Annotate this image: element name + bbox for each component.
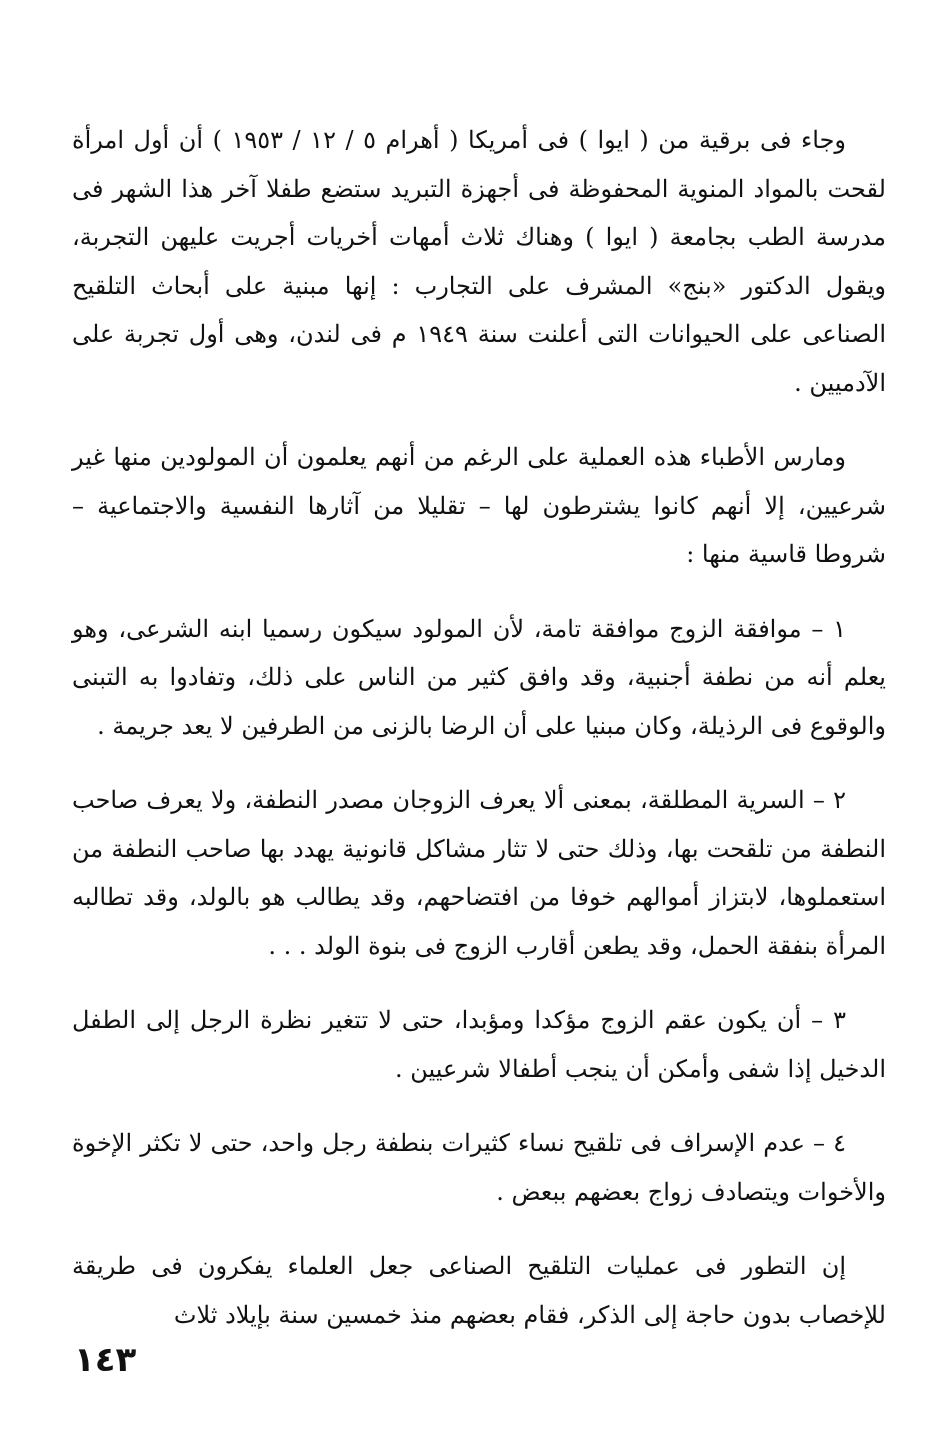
condition-4-no-excess: ٤ – عدم الإسراف فى تلقيح نساء كثيرات بنطفة رجل واحد، حتى لا تكثر الإخوة والأخوات ويتصادف زواج بعضهم ببعض . — [72, 1129, 886, 1206]
paragraph-development: إن التطور فى عمليات التلقيح الصناعى جعل العلماء يفكرون فى طريقة للإخصاب بدون حاجة إلى الذكر، فقام بعضهم منذ خمسين سنة بإيلاد ثلاث — [72, 1252, 886, 1329]
condition-1-husband-consent: ١ – موافقة الزوج موافقة تامة، لأن المولود سيكون رسميا ابنه الشرعى، وهو يعلم أنه من نطفة أجنبية، وقد وافق كثير من الناس على ذلك، وتفادوا به التبنى والوقوع فى الرذيلة، وكان مبنيا على أن الرضا بالزنى من الطرفين لا يعد جريمة . — [72, 614, 886, 740]
condition-2-absolute-secrecy: ٢ – السرية المطلقة، بمعنى ألا يعرف الزوجان مصدر النطفة، ولا يعرف صاحب النطفة من تلقحت بها، وذلك حتى لا تثار مشاكل قانونية يهدد بها صاحب النطفة من استعملوها، لابتزاز أموالهم خوفا من افتضاحهم، وقد يطالب هو بالولد، وقد تطالبه المرأة بنفقة الحمل، وقد يطعن أقارب الزوج فى بنوة الولد . . . — [72, 786, 886, 960]
condition-3-confirmed-sterility: ٣ – أن يكون عقم الزوج مؤكدا ومؤبدا، حتى لا تتغير نظرة الرجل إلى الطفل الدخيل إذا شفى وأمكن أن ينجب أطفالا شرعيين . — [72, 1006, 886, 1083]
page-body — [72, 116, 886, 1339]
page-number: ١٤٣ — [74, 1340, 137, 1380]
paragraph-doctors-conditions: ومارس الأطباء هذه العملية على الرغم من أنهم يعلمون أن المولودين منها غير شرعيين، إلا أنهم كانوا يشترطون لها – تقليلا من آثارها النفسية والاجتماعية – شروطا قاسية منها : — [72, 443, 886, 568]
paragraph-iowa-report: وجاء فى برقية من ( ايوا ) فى أمريكا ( أهرام ٥ / ١٢ / ١٩٥٣ ) أن أول امرأة لقحت بالمواد المنوية المحفوظة فى أجهزة التبريد ستضع طفلا آخر هذا الشهر فى مدرسة الطب بجامعة ( ايوا ) وهناك ثلاث أمهات أخريات أجريت عليهن التجربة، ويقول الدكتور «بنج» المشرف على التجارب : إنها مبنية على أبحاث التلقيح الصناعى على الحيوانات التى أعلنت سنة ١٩٤٩ م فى لندن، وهى أول تجربة على الآدميين . — [72, 126, 887, 397]
